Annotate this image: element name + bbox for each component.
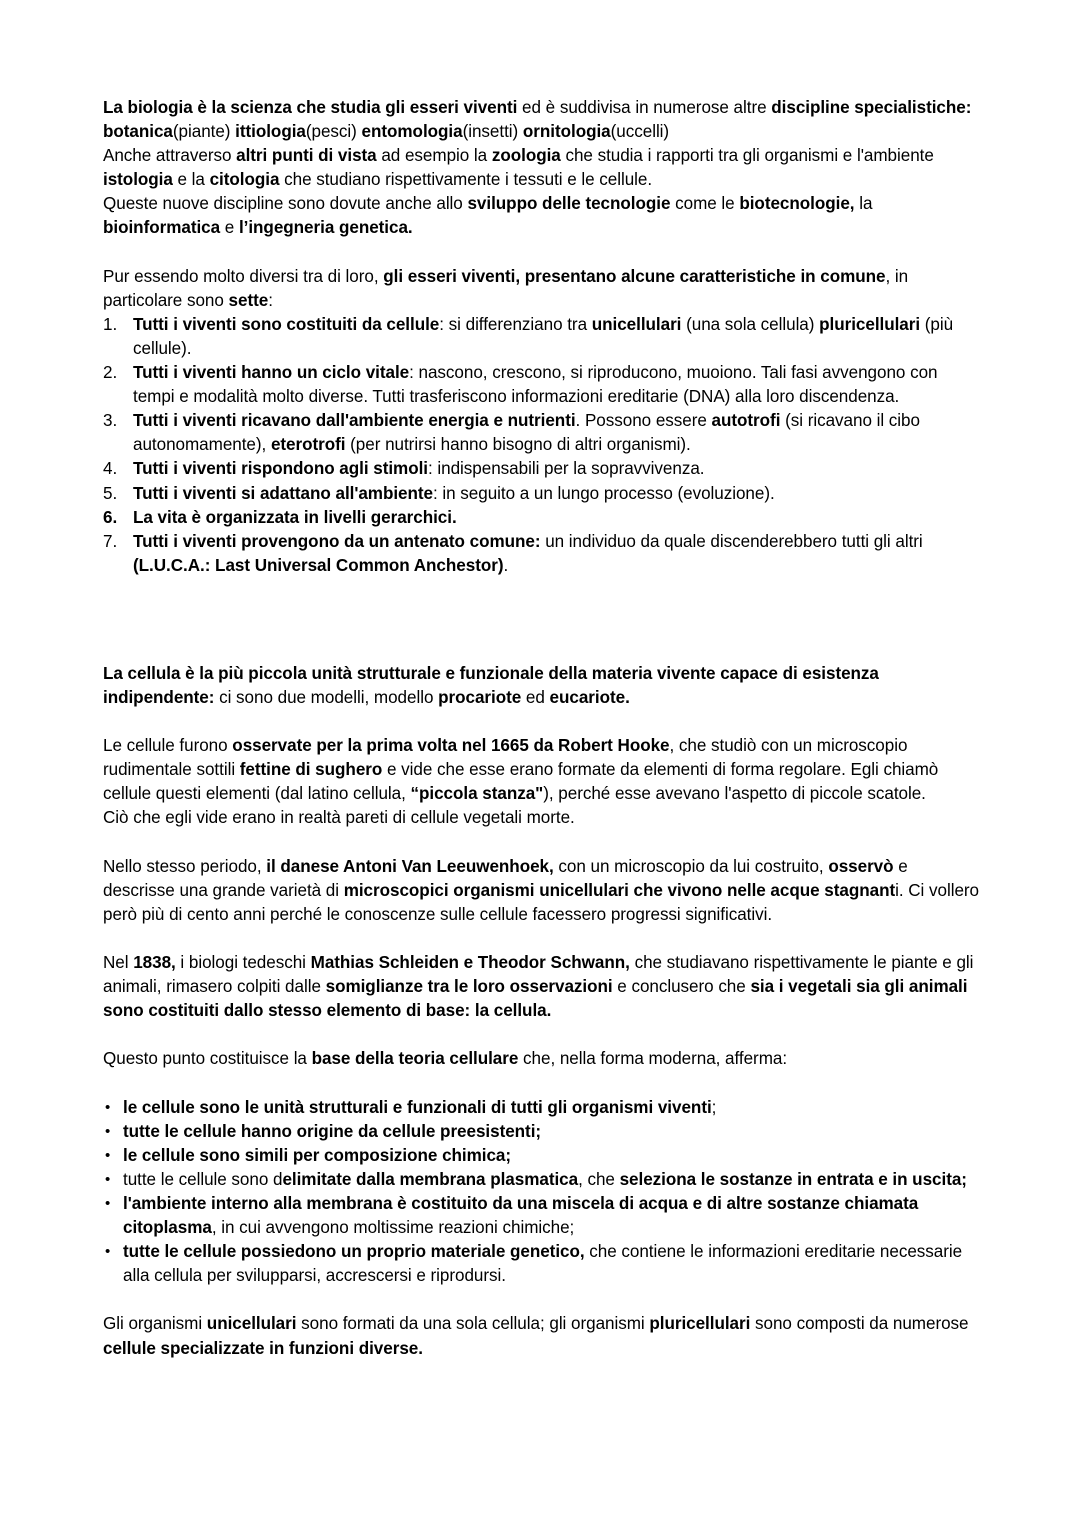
bold-run: osservate per la prima volta nel 1665 da Robert Hooke	[232, 736, 670, 756]
list-item-marker: •	[105, 1146, 111, 1164]
bold-run: zoologia	[491, 146, 561, 166]
plain-run: ), perché esse avevano l'aspetto di piccole scatole.	[543, 784, 926, 804]
bold-run: istologia	[103, 170, 173, 190]
plain-run: Anche attraverso	[103, 146, 237, 166]
cell-theory-bullets	[103, 1096, 983, 1289]
spacer	[103, 710, 983, 734]
bold-run: le cellule sono simili per composizione chimica;	[123, 1145, 512, 1165]
list-item-marker: •	[105, 1122, 111, 1140]
bold-run: gli esseri viventi, presentano alcune caratteristiche in comune	[383, 266, 886, 286]
plain-run: e conclusero che	[612, 977, 751, 997]
plain-run: (piante)	[172, 122, 236, 142]
plain-run: che studiano rispettivamente i tessuti e le cellule.	[279, 170, 653, 190]
plain-run: tutte le cellule sono d	[123, 1169, 283, 1189]
spacer	[103, 1071, 983, 1095]
conclusion-paragraph	[103, 1312, 983, 1360]
list-item	[103, 1168, 983, 1192]
spacer	[103, 241, 983, 265]
list-item-marker: •	[105, 1194, 111, 1212]
bold-run: l’ingegneria genetica.	[238, 218, 413, 238]
plain-run: un individuo da quale discenderebbero tutti gli altri	[540, 531, 923, 551]
list-item-text	[133, 484, 775, 503]
list-item-text	[123, 1170, 967, 1189]
list-item	[103, 409, 983, 457]
bold-run: citologia	[209, 170, 280, 190]
list-item-text	[123, 1098, 716, 1117]
plain-run: , che studiò con un microscopio rudimentale sottili	[103, 736, 908, 780]
plain-run: la	[854, 194, 873, 214]
plain-run: che, nella forma moderna, afferma:	[518, 1049, 788, 1069]
plain-run: Pur essendo molto diversi tra di loro,	[103, 266, 384, 286]
plain-run: ad esempio la	[376, 146, 492, 166]
plain-run: che studia i rapporti tra gli organismi e l'ambiente	[560, 146, 934, 166]
bold-run: tutte le cellule hanno origine da cellule preesistenti;	[123, 1121, 542, 1141]
document-body	[103, 96, 983, 1361]
list-item-text	[133, 363, 937, 406]
bold-run: cellule specializzate in funzioni diverse.	[103, 1338, 423, 1358]
list-item	[103, 1120, 983, 1144]
plain-run: e vide che esse erano formate da elementi di forma regolare. Egli chiamò cellule questi elementi (dal latino cellula,	[103, 760, 939, 804]
list-item-marker: •	[105, 1170, 111, 1188]
plain-run: (più cellule).	[133, 314, 954, 358]
leeuwenhoek-block	[103, 855, 983, 927]
plain-run: (uccelli)	[610, 122, 670, 142]
list-item-text	[123, 1194, 918, 1237]
bold-run: eucariote.	[549, 687, 630, 707]
plain-run: sono formati da una sola cellula; gli organismi	[296, 1314, 650, 1334]
plain-run: e	[220, 218, 239, 238]
plain-run: Le cellule furono	[103, 736, 233, 756]
list-item-marker: 3.	[103, 411, 118, 431]
plain-run: , in particolare sono	[103, 266, 909, 310]
bold-run: ornitologia	[522, 122, 611, 142]
plain-run: che contiene le informazioni ereditarie necessarie alla cellula per svilupparsi, accrescersi e riprodursi.	[123, 1242, 963, 1286]
bold-run: La vita è organizzata in livelli gerarchici.	[133, 507, 457, 527]
bold-run: osservò	[828, 856, 894, 876]
plain-run: (per nutrirsi hanno bisogno di altri organismi).	[345, 435, 691, 455]
bold-run: “piccola stanza"	[410, 784, 544, 804]
hooke-block	[103, 734, 983, 830]
bold-run: l'ambiente interno alla membrana è costituito da una miscela di acqua e di altre sostanze chiamata citoplasma	[123, 1193, 919, 1238]
bold-run: seleziona le sostanze in entrata e in uscita;	[619, 1169, 967, 1189]
bold-run: biotecnologie,	[739, 194, 855, 214]
intro-line-2	[103, 144, 983, 192]
list-item-text	[133, 459, 704, 478]
list-item-text	[133, 315, 953, 358]
bold-run: fettine di sughero	[239, 760, 383, 780]
traits-list	[103, 313, 983, 578]
bold-run: tutte le cellule possiedono un proprio materiale genetico,	[123, 1242, 585, 1262]
plain-run: : si differenziano tra	[439, 314, 592, 334]
plain-run: con un microscopio da lui costruito,	[553, 856, 829, 876]
bold-run: microscopici organismi unicellulari che vivono nelle acque stagnant	[343, 880, 896, 900]
list-item-marker: •	[105, 1243, 111, 1261]
plain-run: i. Ci vollero però più di cento anni perché le conoscenze sulle cellule facessero progressi significativi.	[103, 880, 980, 924]
plain-run: ed è suddivisa in numerose altre	[517, 98, 772, 117]
plain-run: Questo punto costituisce la	[103, 1049, 312, 1069]
spacer	[103, 927, 983, 951]
conclusion-block	[103, 1312, 983, 1360]
common-traits-intro	[103, 265, 983, 313]
plain-run: ed	[521, 687, 550, 707]
plain-run: Gli organismi	[103, 1314, 207, 1334]
list-item-marker: 1.	[103, 314, 118, 334]
biology-intro-block	[103, 96, 983, 241]
intro-line-1	[103, 96, 983, 144]
bold-run: Tutti i viventi provengono da un antenato comune:	[133, 531, 541, 551]
bold-run: bioinformatica	[103, 218, 221, 238]
plain-run: : nascono, crescono, si riproducono, muoiono. Tali fasi avvengono con tempi e modalità molto diverse. Tutti trasferiscono informazioni ereditarie (DNA) alla loro discendenza.	[133, 363, 938, 407]
plain-run: (pesci)	[305, 122, 362, 142]
bold-run: Tutti i viventi sono costituiti da cellule	[133, 314, 440, 334]
bold-run: Tutti i viventi rispondono agli stimoli	[133, 459, 428, 479]
bold-run: 1838,	[133, 953, 176, 972]
plain-run: (una sola cellula)	[681, 314, 820, 334]
spacer	[103, 831, 983, 855]
list-item-text	[133, 411, 920, 454]
list-item	[103, 1192, 983, 1240]
plain-run: Ciò che egli vide erano in realtà pareti di cellule vegetali morte.	[103, 808, 575, 828]
bold-run: eterotrofi	[270, 435, 346, 455]
plain-run: ;	[711, 1097, 717, 1117]
spacer	[103, 1288, 983, 1312]
bold-run: somiglianze tra le loro osservazioni	[325, 977, 613, 997]
bold-run: Mathias Schleiden e Theodor Schwann,	[310, 953, 630, 972]
list-item	[103, 506, 983, 530]
bold-run: le cellule sono le unità strutturali e funzionali di tutti gli organismi viventi	[123, 1097, 712, 1117]
bold-run: sette	[228, 290, 269, 310]
plain-run: , che	[578, 1169, 620, 1189]
bold-run: procariote	[438, 687, 522, 707]
common-traits-block	[103, 265, 983, 578]
bold-run: (L.U.C.A.: Last Universal Common Anchestor)	[133, 555, 504, 575]
list-item	[103, 1096, 983, 1120]
bold-run: unicellulari	[206, 1314, 297, 1334]
list-item-text	[123, 1242, 962, 1285]
bold-run: autotrofi	[711, 411, 781, 431]
plain-run: i biologi tedeschi	[175, 953, 311, 972]
plain-run: Nello stesso periodo,	[103, 856, 267, 876]
cell-definition-block	[103, 662, 983, 710]
list-item-marker: 6.	[103, 507, 118, 527]
list-item	[103, 1144, 983, 1168]
schleiden-schwann-block	[103, 951, 983, 1023]
hooke-paragraph	[103, 734, 983, 806]
section-spacer	[103, 578, 983, 662]
plain-run: Nel	[103, 953, 134, 972]
list-item-text	[123, 1122, 541, 1141]
bold-run: Tutti i viventi ricavano dall'ambiente energia e nutrienti	[133, 411, 576, 431]
list-item-text	[133, 508, 457, 527]
list-item-marker: 5.	[103, 483, 118, 503]
list-item-marker: 4.	[103, 459, 118, 479]
list-item-marker: 2.	[103, 363, 118, 383]
spacer	[103, 1023, 983, 1047]
bold-run: Tutti i viventi si adattano all'ambiente	[133, 483, 433, 503]
bold-run: elimitate dalla membrana plasmatica	[282, 1169, 579, 1189]
list-item	[103, 361, 983, 409]
list-item-marker: •	[105, 1098, 111, 1116]
bold-run: entomologia	[361, 122, 463, 142]
list-item	[103, 1240, 983, 1288]
plain-run: e descrisse una grande varietà di	[103, 856, 908, 900]
plain-run: : in seguito a un lungo processo (evoluzione).	[433, 483, 775, 503]
bold-run: Tutti i viventi hanno un ciclo vitale	[133, 363, 410, 383]
list-item-text	[123, 1146, 511, 1165]
plain-run: , in cui avvengono moltissime reazioni chimiche;	[211, 1218, 575, 1238]
bold-run: discipline specialistiche: botanica	[103, 98, 972, 142]
bold-run: il danese Antoni Van Leeuwenhoek,	[266, 856, 554, 876]
intro-line-3	[103, 192, 983, 240]
list-item	[103, 530, 983, 578]
bold-run: La biologia è la scienza che studia gli esseri viventi	[103, 98, 518, 117]
cell-theory-block	[103, 1047, 983, 1288]
plain-run: .	[503, 555, 509, 575]
bold-run: ittiologia	[235, 122, 306, 142]
plain-run: (si ricavano il cibo autonomamente),	[133, 411, 920, 455]
plain-run: . Possono essere	[575, 411, 712, 431]
list-item-marker: 7.	[103, 531, 118, 551]
plain-run: sono composti da numerose	[750, 1314, 969, 1334]
bold-run: unicellulari	[591, 314, 682, 334]
bold-run: base della teoria cellulare	[311, 1049, 519, 1069]
plain-run: e la	[172, 170, 210, 190]
list-item-text	[133, 532, 923, 575]
list-item	[103, 457, 983, 481]
plain-run: Queste nuove discipline sono dovute anche allo	[103, 194, 468, 214]
bold-run: La cellula è la più piccola unità strutturale e funzionale della materia vivente capace di esistenza indipendente:	[103, 663, 879, 707]
plain-run: ci sono due modelli, modello	[214, 687, 439, 707]
plain-run: :	[268, 290, 273, 310]
plain-run: (insetti)	[462, 122, 523, 142]
bold-run: pluricellulari	[649, 1314, 751, 1334]
schleiden-schwann-paragraph	[103, 951, 983, 1023]
plain-run: che studiavano rispettivamente le piante e gli animali, rimasero colpiti dalle	[103, 953, 974, 997]
leeuwenhoek-paragraph	[103, 855, 983, 927]
bold-run: sia i vegetali sia gli animali sono costituiti dallo stesso elemento di base: la cellula.	[103, 977, 968, 1021]
bold-run: altri punti di vista	[236, 146, 377, 166]
cell-definition	[103, 662, 983, 710]
bold-run: sviluppo delle tecnologie	[467, 194, 671, 214]
bold-run: pluricellulari	[819, 314, 921, 334]
plain-run: come le	[670, 194, 740, 214]
list-item	[103, 482, 983, 506]
cell-theory-intro	[103, 1047, 983, 1071]
list-item	[103, 313, 983, 361]
hooke-extra-line	[103, 806, 983, 830]
plain-run: : indispensabili per la sopravvivenza.	[427, 459, 705, 479]
